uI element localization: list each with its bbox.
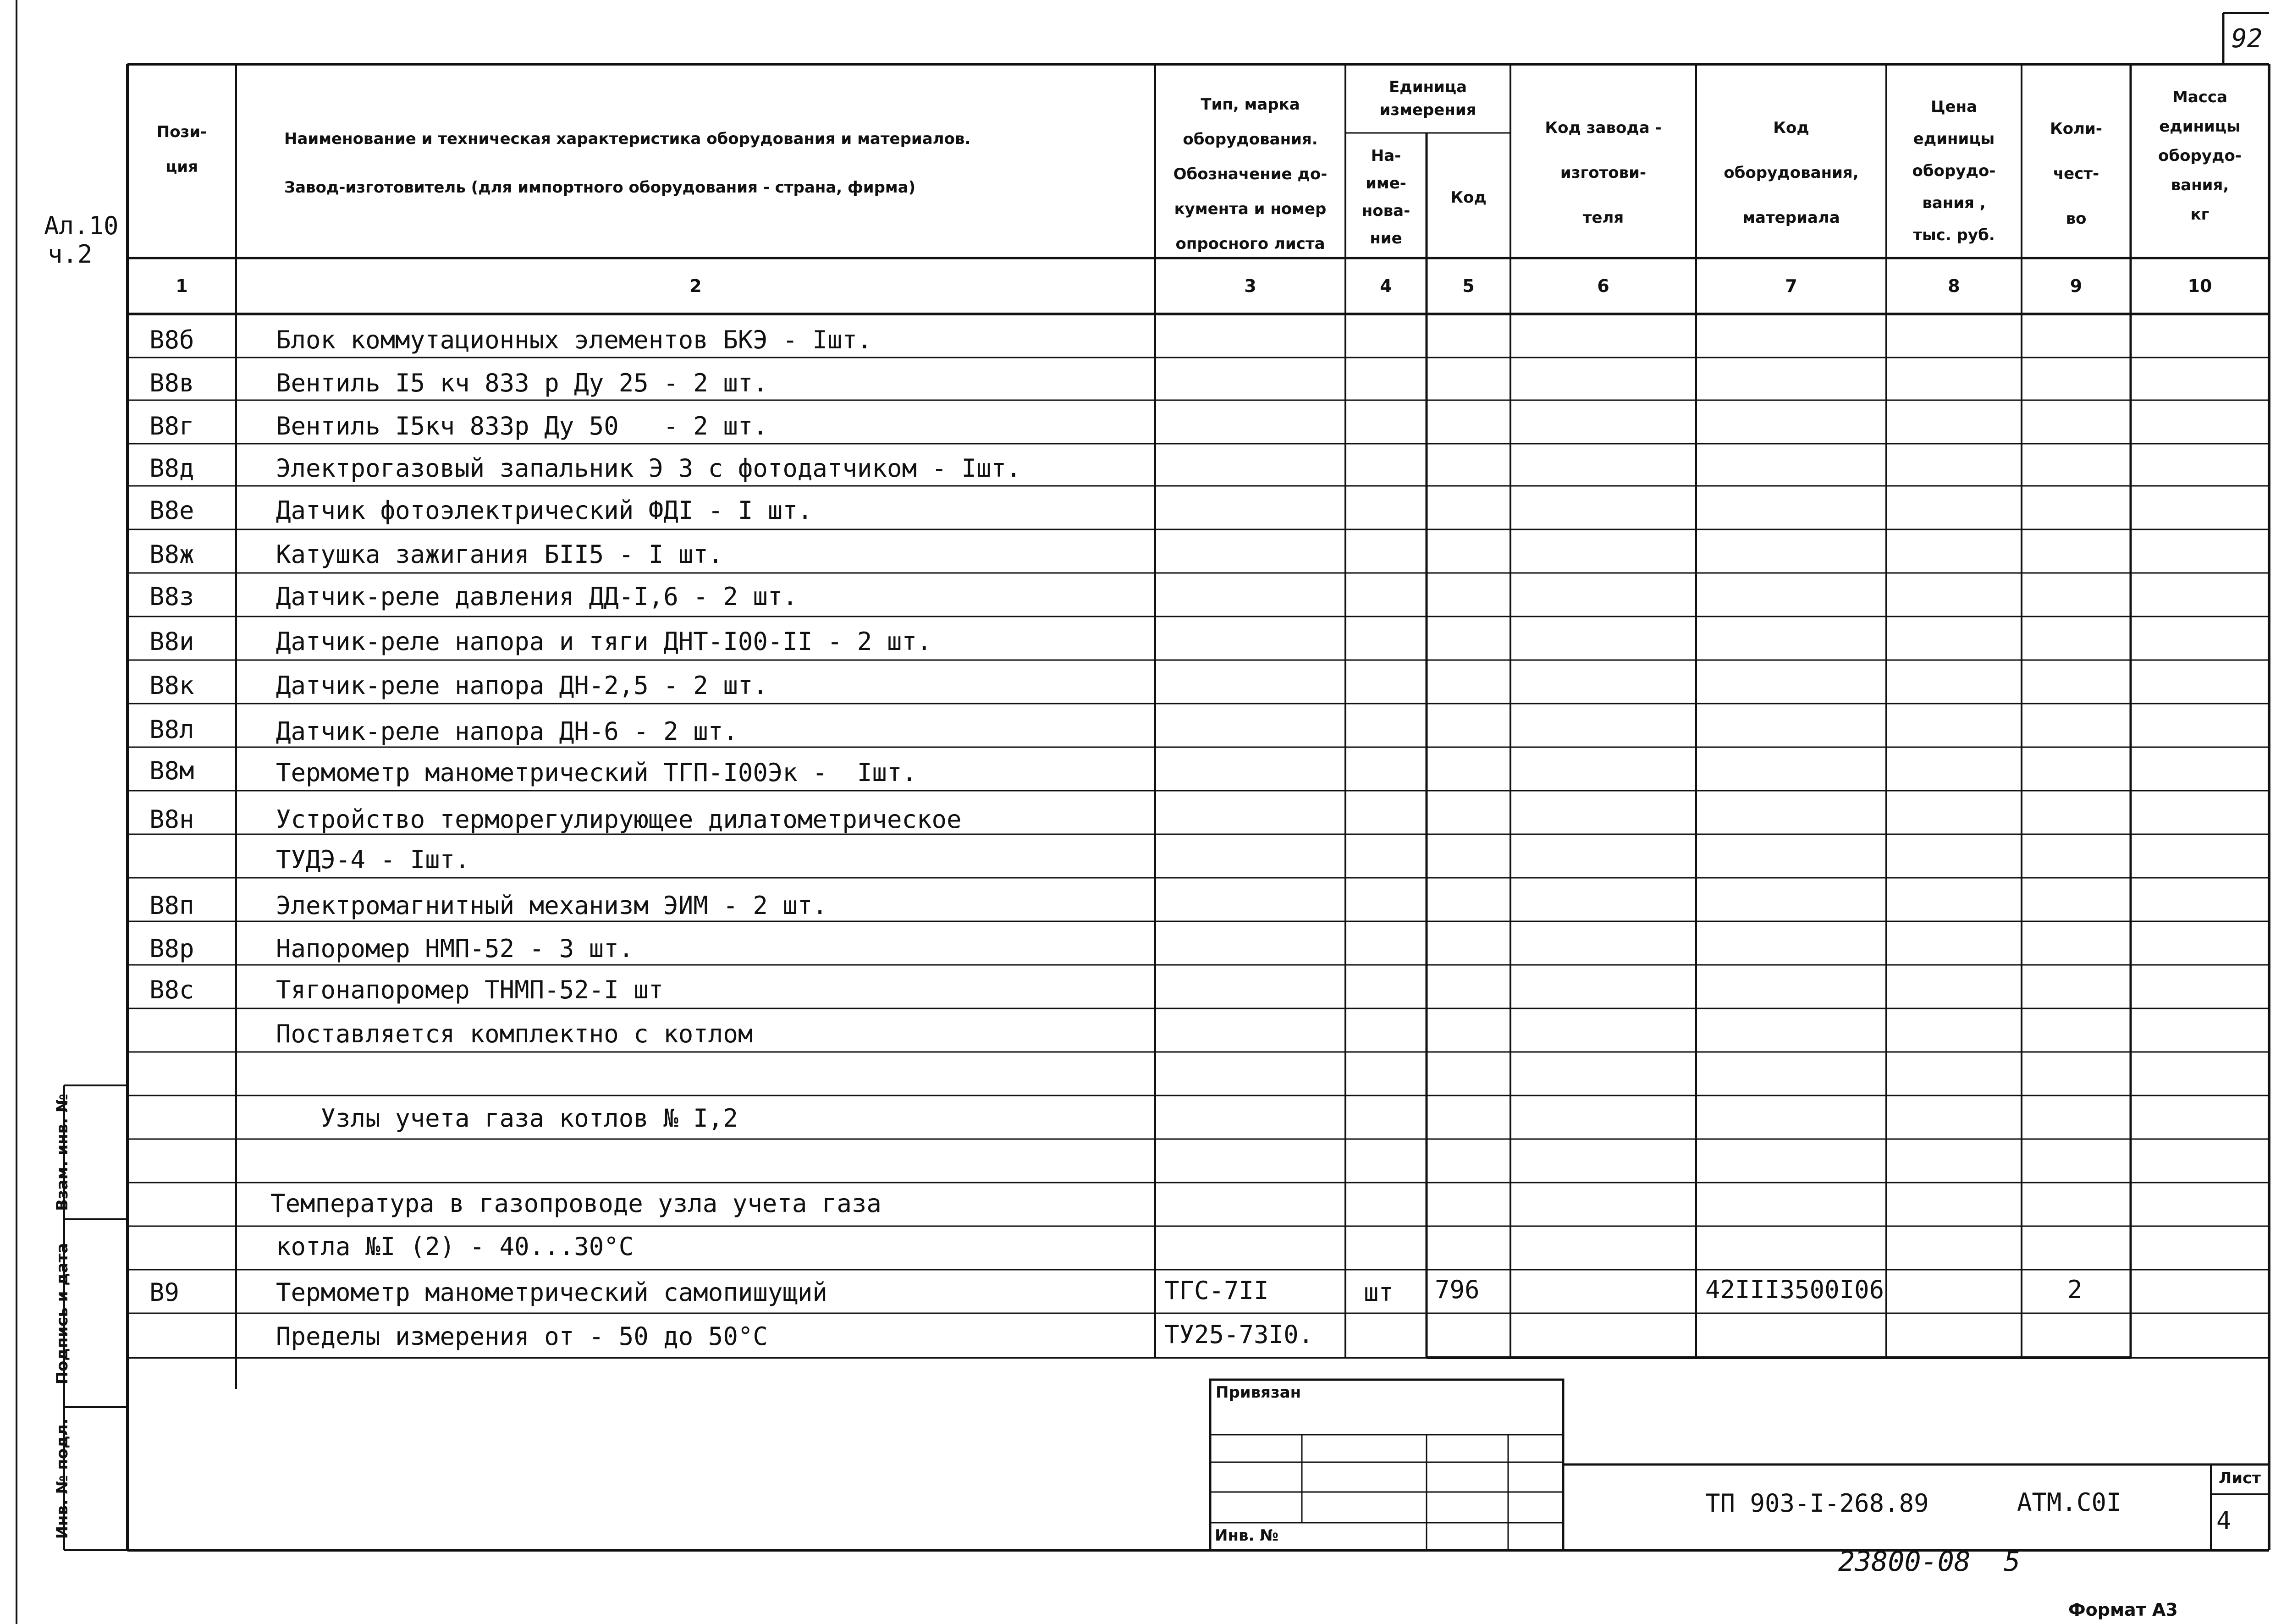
stamp-bound-label: Привязан (1216, 1383, 1301, 1402)
header-col-8: Цена единицы оборудо- вания , тыс. руб. (1912, 98, 1996, 244)
col-number-5: 5 (1462, 276, 1475, 296)
side-ref-album: Ал.10 (44, 211, 119, 240)
row-name: Вентиль I5 кч 833 р Ду 25 - 2 шт. (276, 369, 768, 397)
row-name: Устройство терморегулирующее дилатометрическое (276, 805, 962, 834)
stamp-sheet-number: 4 (2216, 1506, 2231, 1535)
col-number-6: 6 (1597, 276, 1609, 296)
col-number-2: 2 (689, 276, 702, 296)
row-pos: В8в (149, 369, 194, 397)
row-name: Термометр манометрический самопишущий (276, 1278, 827, 1307)
row-pos: В8и (149, 627, 194, 656)
row-name: Датчик-реле давления ДД-I,6 - 2 шт. (276, 582, 798, 611)
row-name: Датчик-реле напора и тяги ДНТ-I00-II - 2 шт. (276, 627, 932, 656)
margin-label-replace-inv: Взам. инв. № (53, 1094, 72, 1211)
header-col-7: Код оборудования, материала (1724, 119, 1859, 227)
header-unit-group: Единица измерения (1379, 78, 1477, 119)
row-name: ТУДЭ-4 - Iшт. (276, 845, 470, 874)
header-col-2: Наименование и техническая характеристика оборудования и материалов. Завод-изготовитель (для импортного оборудования - страна, фирма) (284, 130, 971, 197)
row-name: котла №I (2) - 40...30°С (276, 1232, 634, 1261)
row-pos: В8д (149, 454, 194, 483)
col-number-3: 3 (1244, 276, 1256, 296)
stamp-mark: АТМ.С0I (2017, 1488, 2121, 1517)
row-name: Электрогазовый запальник Э 3 с фотодатчиком - Iшт. (276, 454, 1021, 483)
row-name: Катушка зажигания БII5 - I шт. (276, 540, 723, 569)
row-name-note: Поставляется комплектно с котлом (276, 1019, 753, 1048)
header-col-4: На- име- нова- ние (1361, 147, 1410, 248)
row-pos: В8с (149, 975, 194, 1004)
row-name: Датчик-реле напора ДН-6 - 2 шт. (276, 717, 738, 746)
col-number-7: 7 (1785, 276, 1797, 296)
format-label: Формат А3 (2068, 1600, 2178, 1620)
col-number-4: 4 (1380, 276, 1392, 296)
sheet-corner-number: 92 (2231, 24, 2263, 54)
margin-label-signature-date: Подпись и дата (53, 1243, 72, 1385)
row-name: Датчик-реле напора ДН-2,5 - 2 шт. (276, 671, 768, 700)
col-number-10: 10 (2187, 276, 2212, 296)
section-heading: Узлы учета газа котлов № I,2 (276, 1104, 738, 1133)
row-pos: В8р (149, 934, 194, 963)
handwritten-archive-number: 23800-08 5 (1838, 1546, 2021, 1578)
row-pos: В8з (149, 582, 194, 611)
row-unit-name: шт (1364, 1278, 1394, 1307)
stamp-doc-code: ТП 903-I-268.89 (1705, 1489, 1929, 1518)
margin-label-orig-inv: Инв. № подл. (53, 1418, 72, 1539)
row-qty: 2 (2067, 1275, 2083, 1304)
row-name: Вентиль I5кч 833р Ду 50 - 2 шт. (276, 412, 768, 440)
row-equip-code: 42III3500I06 (1705, 1275, 1884, 1304)
row-name: Датчик фотоэлектрический ФДI - I шт. (276, 496, 813, 525)
header-col-6: Код завода - изготови- теля (1545, 119, 1662, 227)
row-name: Термометр манометрический ТГП-I00Эк - Iшт. (276, 758, 917, 787)
row-name: Электромагнитный механизм ЭИМ - 2 шт. (276, 891, 827, 920)
stamp-inv-label: Инв. № (1215, 1526, 1279, 1545)
row-pos: В9 (149, 1278, 180, 1307)
header-col-1: Пози- ция (156, 123, 207, 176)
row-pos: В8л (149, 715, 194, 744)
side-ref-part: ч.2 (48, 240, 93, 269)
row-pos: В8м (149, 756, 194, 785)
row-type: ТУ25-73I0. (1164, 1320, 1314, 1349)
row-pos: В8п (149, 891, 194, 920)
header-col-5: Код (1450, 188, 1487, 207)
col-number-8: 8 (1948, 276, 1960, 296)
row-pos: В8б (149, 325, 194, 354)
header-col-10: Масса единицы оборудо- вания, кг (2158, 88, 2242, 224)
row-pos: В8г (149, 412, 194, 440)
row-pos: В8е (149, 496, 194, 525)
row-name: Блок коммутационных элементов БКЭ - Iшт. (276, 325, 872, 354)
header-col-9: Коли- чест- во (2050, 120, 2102, 228)
row-unit-code: 796 (1435, 1275, 1480, 1304)
row-name: Температура в газопроводе узла учета газа (270, 1189, 882, 1218)
header-col-3: Тип, марка оборудования. Обозначение до- кумента и номер опросного листа (1173, 95, 1328, 253)
row-pos: В8ж (149, 540, 194, 569)
row-pos: В8к (149, 671, 194, 700)
row-name: Пределы измерения от - 50 до 50°С (276, 1322, 768, 1351)
stamp-sheet-label: Лист (2219, 1469, 2261, 1487)
row-pos: В8н (149, 805, 194, 834)
col-number-9: 9 (2070, 276, 2083, 296)
row-name: Напоромер НМП-52 - 3 шт. (276, 934, 634, 963)
row-name: Тягонапоромер ТНМП-52-I шт (276, 975, 664, 1004)
row-type: ТГС-7II (1164, 1276, 1269, 1305)
col-number-1: 1 (176, 276, 188, 296)
